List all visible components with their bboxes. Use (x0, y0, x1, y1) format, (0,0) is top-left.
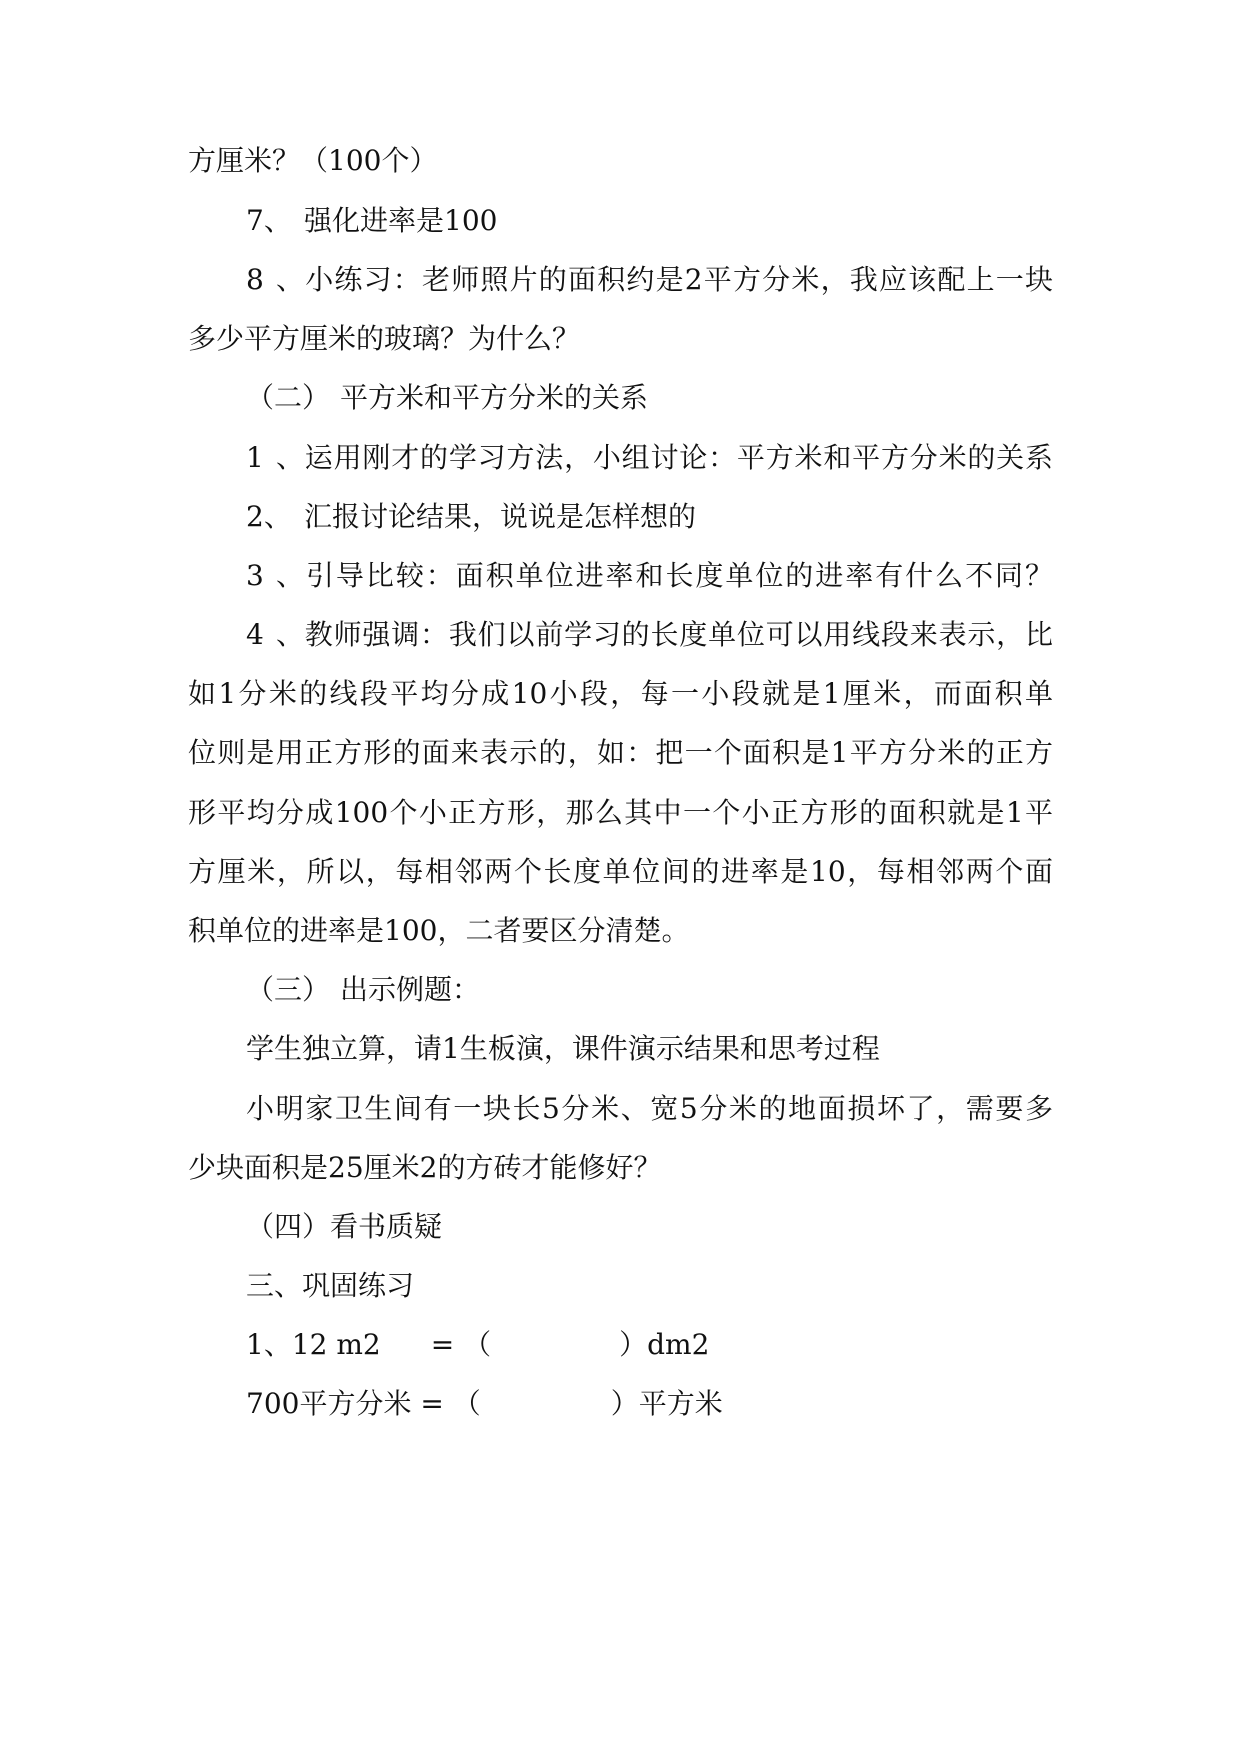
text-line-4: 多少平方厘米的玻璃？为什么？ (188, 322, 581, 355)
text-line-12: 形平均分成100个小正方形，那么其中一个小正方形的面积就是1平 (188, 796, 1053, 829)
item-text: 强化进率是100 (304, 204, 498, 237)
item-8 (246, 262, 1053, 298)
text-line-11: 位则是用正方形的面来表示的，如：把一个面积是1平方分米的正方 (188, 736, 1053, 769)
exercise-close-unit: ）dm2 (619, 1328, 710, 1361)
item-number: 4、 (246, 618, 304, 651)
section-title: 平方米和平方分米的关系 (340, 381, 649, 414)
item-7 (246, 203, 497, 239)
exercise-equals-open: = （ (430, 1328, 492, 1361)
section-heading-2 (246, 380, 648, 416)
item-number: 2、 (246, 500, 292, 533)
item-number: 7、 (246, 204, 292, 237)
text-line-17: 小明家卫生间有一块长5分米、宽5分米的地面损坏了，需要多 (246, 1092, 1053, 1125)
section-heading-3 (246, 972, 480, 1008)
exercise-lhs: 1、12 m2 (246, 1328, 381, 1361)
text-line-1: 方厘米？（100个） (188, 144, 438, 177)
exercise-close-unit: ）平方米 (610, 1387, 723, 1420)
text-line-10: 如1分米的线段平均分成10小段，每一小段就是1厘米，而面积单 (188, 677, 1053, 710)
item-text: 小练习：老师照片的面积约是2平方分米，我应该配上一块 (304, 263, 1053, 296)
section-heading-4: （四）看书质疑 (246, 1210, 443, 1243)
section-title: 出示例题： (340, 973, 481, 1006)
item-text: 汇报讨论结果，说说是怎样想的 (304, 500, 697, 533)
exercise-lhs: 700平方分米 = （ (246, 1387, 481, 1420)
exercise-1 (246, 1327, 709, 1363)
section-number: （三） (246, 973, 331, 1006)
item-1 (246, 440, 1053, 476)
exercise-2 (246, 1386, 723, 1422)
text-line-18: 少块面积是25厘米2的方砖才能修好？ (188, 1151, 662, 1184)
item-number: 8、 (246, 263, 304, 296)
text-line-14: 积单位的进率是100，二者要区分清楚。 (188, 914, 690, 947)
section-number: （二） (246, 381, 331, 414)
item-2 (246, 499, 696, 535)
item-3 (246, 558, 1053, 594)
item-text: 教师强调：我们以前学习的长度单位可以用线段来表示，比 (304, 618, 1053, 651)
item-number: 1、 (246, 441, 304, 474)
text-line-13: 方厘米，所以，每相邻两个长度单位间的进率是10，每相邻两个面 (188, 855, 1053, 888)
item-text: 引导比较：面积单位进率和长度单位的进率有什么不同？ (304, 559, 1053, 592)
item-text: 运用刚才的学习方法，小组讨论：平方米和平方分米的关系 (304, 441, 1053, 474)
item-number: 3、 (246, 559, 304, 592)
item-4 (246, 617, 1053, 653)
section-heading-practice: 三、巩固练习 (246, 1269, 415, 1302)
text-line-16: 学生独立算，请1生板演，课件演示结果和思考过程 (246, 1032, 880, 1065)
